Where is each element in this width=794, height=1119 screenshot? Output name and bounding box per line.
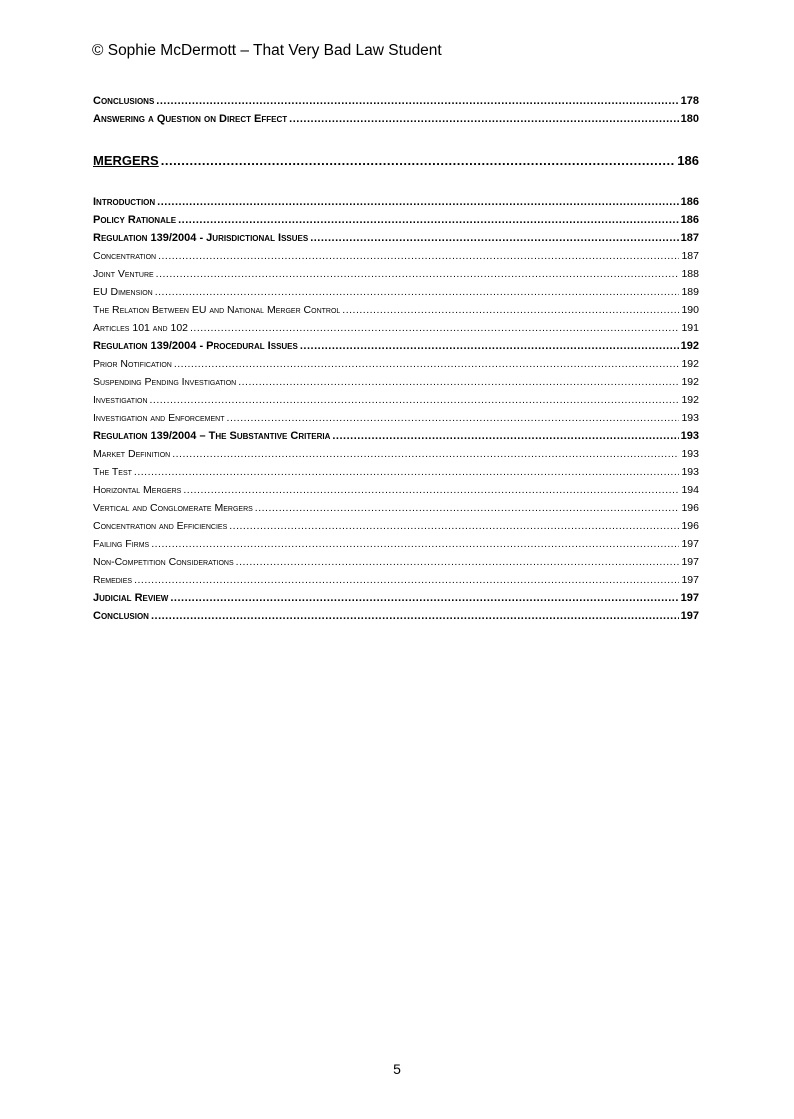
toc-dot-leader xyxy=(342,301,679,319)
toc-entry-label: Suspending Pending Investigation xyxy=(93,376,237,388)
toc-dot-leader xyxy=(289,110,678,128)
toc-entry-label: Conclusions xyxy=(93,95,155,107)
toc-dot-leader xyxy=(170,589,678,607)
toc-entry[interactable] xyxy=(93,409,699,427)
toc-dot-leader xyxy=(183,481,679,499)
toc-entry-page: 192 xyxy=(681,358,699,370)
toc-entry[interactable] xyxy=(93,301,699,319)
toc-entry[interactable] xyxy=(93,150,699,172)
toc-dot-leader xyxy=(156,92,678,110)
toc-entry[interactable] xyxy=(93,607,699,625)
toc-entry-page: 197 xyxy=(681,574,699,586)
toc-entry-page: 194 xyxy=(681,484,699,496)
toc-entry-page: 192 xyxy=(680,340,699,352)
toc-entry-page: 193 xyxy=(681,466,699,478)
toc-entry-page: 192 xyxy=(681,394,699,406)
toc-entry[interactable] xyxy=(93,373,699,391)
toc-entry-page: 193 xyxy=(681,448,699,460)
toc-entry-page: 190 xyxy=(681,304,699,316)
toc-entry-page: 197 xyxy=(681,538,699,550)
toc-entry-page: 191 xyxy=(681,322,699,334)
toc-dot-leader xyxy=(156,265,680,283)
toc-dot-leader xyxy=(190,319,679,337)
toc-entry-label: Prior Notification xyxy=(93,358,172,370)
toc-entry-page: 186 xyxy=(680,214,699,226)
toc-entry[interactable] xyxy=(93,92,699,110)
toc-entry[interactable] xyxy=(93,193,699,211)
toc-dot-leader xyxy=(155,283,680,301)
toc-dot-leader xyxy=(158,247,679,265)
toc-dot-leader xyxy=(134,571,679,589)
toc-entry-page: 186 xyxy=(680,196,699,208)
toc-dot-leader xyxy=(161,150,676,172)
toc-entry-label: Investigation and Enforcement xyxy=(93,412,225,424)
toc-entry-page: 197 xyxy=(680,592,699,604)
toc-entry-page: 180 xyxy=(680,113,699,125)
toc-entry-label: Market Definition xyxy=(93,448,171,460)
toc-entry-label: MERGERS xyxy=(93,153,159,168)
page-header: © Sophie McDermott – That Very Bad Law Student xyxy=(92,42,442,59)
toc-entry-page: 193 xyxy=(680,430,699,442)
toc-entry-label: Judicial Review xyxy=(93,592,169,604)
toc-entry[interactable] xyxy=(93,355,699,373)
toc-entry-label: Regulation 139/2004 - Procedural Issues xyxy=(93,340,298,352)
toc-dot-leader xyxy=(238,373,679,391)
toc-dot-leader xyxy=(229,517,679,535)
toc-group-chapter xyxy=(93,150,699,172)
toc-entry-page: 197 xyxy=(680,610,699,622)
toc-entry-label: The Test xyxy=(93,466,132,478)
toc-entry-page: 187 xyxy=(681,250,699,262)
toc-entry[interactable] xyxy=(93,319,699,337)
toc-entry-page: 193 xyxy=(681,412,699,424)
toc-entry-label: Non-Competition Considerations xyxy=(93,556,234,568)
toc-dot-leader xyxy=(178,211,679,229)
toc-dot-leader xyxy=(134,463,680,481)
toc-dot-leader xyxy=(236,553,680,571)
toc-entry[interactable] xyxy=(93,391,699,409)
toc-dot-leader xyxy=(332,427,678,445)
toc-entry[interactable] xyxy=(93,229,699,247)
toc-entry[interactable] xyxy=(93,427,699,445)
toc-entry-label: Vertical and Conglomerate Mergers xyxy=(93,502,253,514)
toc-entry-page: 196 xyxy=(681,502,699,514)
toc-dot-leader xyxy=(157,193,678,211)
toc-entry[interactable] xyxy=(93,110,699,128)
toc-entry[interactable] xyxy=(93,463,699,481)
toc-group-top xyxy=(93,92,699,128)
toc-entry[interactable] xyxy=(93,517,699,535)
toc-entry-page: 187 xyxy=(680,232,699,244)
toc-entry-label: Failing Firms xyxy=(93,538,150,550)
toc-entry-page: 189 xyxy=(681,286,699,298)
toc-dot-leader xyxy=(174,355,680,373)
toc-entry-label: Investigation xyxy=(93,394,148,406)
toc-entry[interactable] xyxy=(93,211,699,229)
toc-dot-leader xyxy=(151,607,679,625)
toc-entry[interactable] xyxy=(93,445,699,463)
toc-entry-page: 178 xyxy=(680,95,699,107)
toc-entry[interactable] xyxy=(93,535,699,553)
toc-entry[interactable] xyxy=(93,247,699,265)
toc-entry[interactable] xyxy=(93,553,699,571)
toc-entry-label: Introduction xyxy=(93,196,156,208)
toc-entry-label: Horizontal Mergers xyxy=(93,484,182,496)
toc-entry[interactable] xyxy=(93,499,699,517)
page-number: 5 xyxy=(393,1061,401,1077)
toc-dot-leader xyxy=(227,409,680,427)
toc-dot-leader xyxy=(150,391,680,409)
toc-entry-label: Regulation 139/2004 - Jurisdictional Issues xyxy=(93,232,309,244)
toc-entry-label: The Relation Between EU and National Merger Control xyxy=(93,304,341,316)
toc-entry-page: 197 xyxy=(681,556,699,568)
toc-entry[interactable] xyxy=(93,571,699,589)
toc-entry-label: Regulation 139/2004 – The Substantive Criteria xyxy=(93,430,331,442)
toc-entry-label: Remedies xyxy=(93,574,133,586)
toc-entry-label: Concentration and Efficiencies xyxy=(93,520,228,532)
toc-entry-label: Joint Venture xyxy=(93,268,154,280)
toc-entry[interactable] xyxy=(93,283,699,301)
toc-entry-label: EU Dimension xyxy=(93,286,153,298)
toc-entry[interactable] xyxy=(93,481,699,499)
toc-entry[interactable] xyxy=(93,589,699,607)
toc-entry-label: Conclusion xyxy=(93,610,149,622)
toc-entry-page: 186 xyxy=(677,153,699,168)
toc-entry-label: Answering a Question on Direct Effect xyxy=(93,113,288,125)
toc-entry-label: Articles 101 and 102 xyxy=(93,322,189,334)
toc-entry-page: 192 xyxy=(681,376,699,388)
toc-entry-label: Policy Rationale xyxy=(93,214,177,226)
toc-group-mergers xyxy=(93,193,699,625)
toc-dot-leader xyxy=(255,499,680,517)
toc-entry-label: Concentration xyxy=(93,250,157,262)
toc-dot-leader xyxy=(300,337,679,355)
toc-entry-page: 188 xyxy=(681,268,699,280)
toc-dot-leader xyxy=(172,445,679,463)
toc-entry-page: 196 xyxy=(681,520,699,532)
toc-dot-leader xyxy=(151,535,679,553)
toc-entry[interactable] xyxy=(93,337,699,355)
toc-entry[interactable] xyxy=(93,265,699,283)
toc-dot-leader xyxy=(310,229,678,247)
